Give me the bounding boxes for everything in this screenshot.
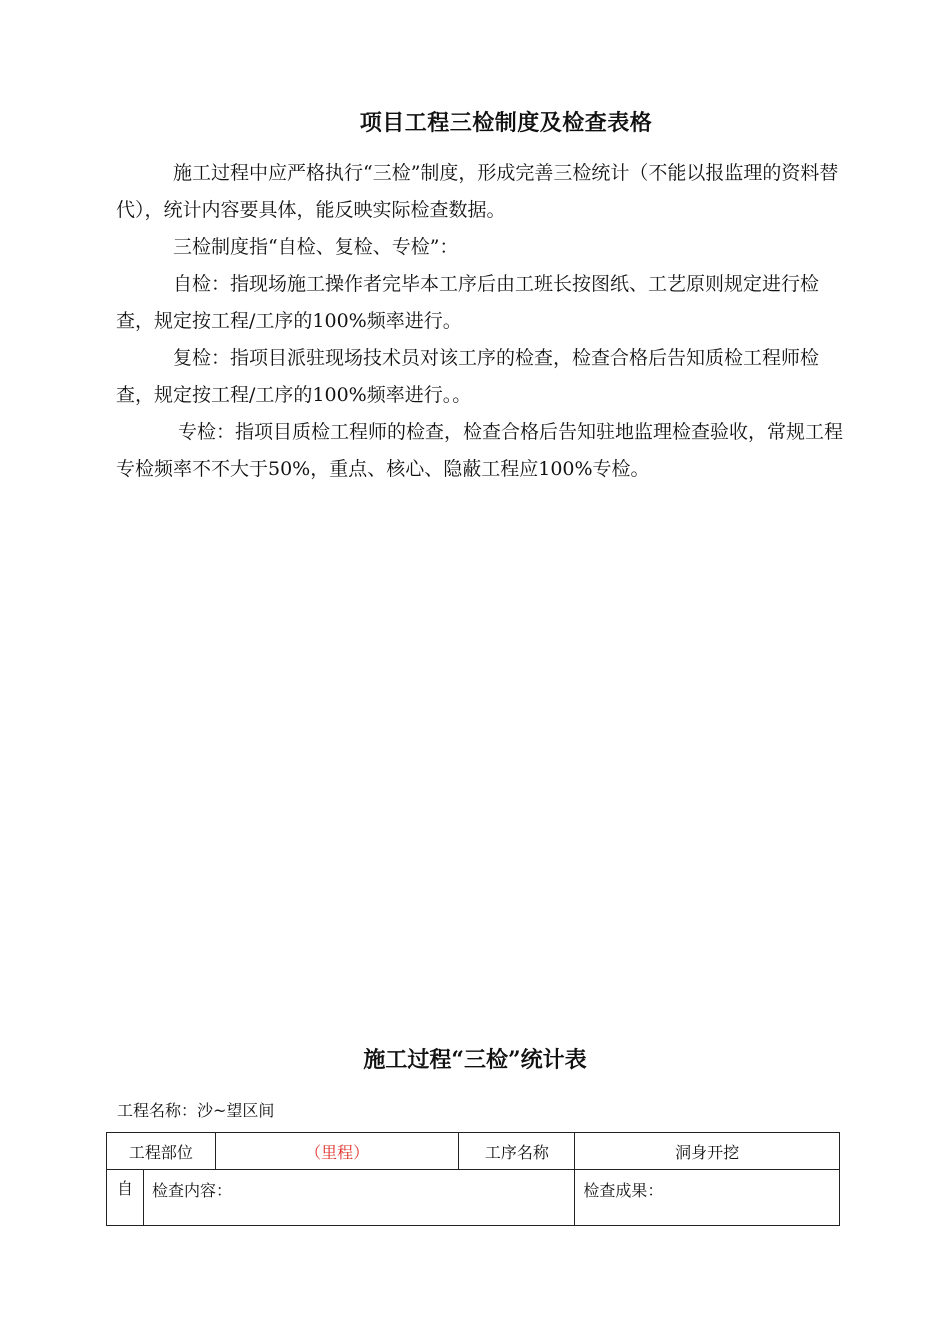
document-title: 项目工程三检制度及检查表格	[359, 110, 653, 136]
table-row	[107, 1170, 840, 1226]
self-check-cell: 自	[107, 1170, 144, 1226]
paragraph-definition: 三检制度指“自检、复检、专检”：	[173, 236, 459, 258]
project-name: 工程名称：沙~望区间	[117, 1101, 275, 1120]
check-result-cell: 检查成果：	[575, 1170, 840, 1226]
table-row	[107, 1133, 840, 1170]
paragraph-intro: 施工过程中应严格执行“三检”制度，形成完善三检统计（不能以报监理的资料替代），统计内容要具体，能反映实际检查数据。	[116, 162, 839, 221]
paragraph-self-check: 自检：指现场施工操作者完毕本工序后由工班长按图纸、工艺原则规定进行检查，规定按工程/工序的100%频率进行。	[116, 273, 820, 332]
process-label-cell: 工序名称	[459, 1133, 575, 1170]
paragraph-re-check: 复检：指项目派驻现场技术员对该工序的检查，检查合格后告知质检工程师检查，规定按工程/工序的100%频率进行。。	[116, 347, 820, 406]
part-label-cell: 工程部位	[107, 1133, 216, 1170]
inspection-table	[106, 1132, 840, 1226]
table-title: 施工过程“三检”统计表	[363, 1047, 587, 1073]
check-content-cell: 检查内容：	[143, 1170, 574, 1226]
process-value-cell: 洞身开挖	[575, 1133, 840, 1170]
paragraph-special-check: 专检：指项目质检工程师的检查，检查合格后告知驻地监理检查验收，常规工程专检频率不不大于50%，重点、核心、隐蔽工程应100%专检。	[116, 421, 844, 480]
part-value-cell: （里程）	[215, 1133, 459, 1170]
